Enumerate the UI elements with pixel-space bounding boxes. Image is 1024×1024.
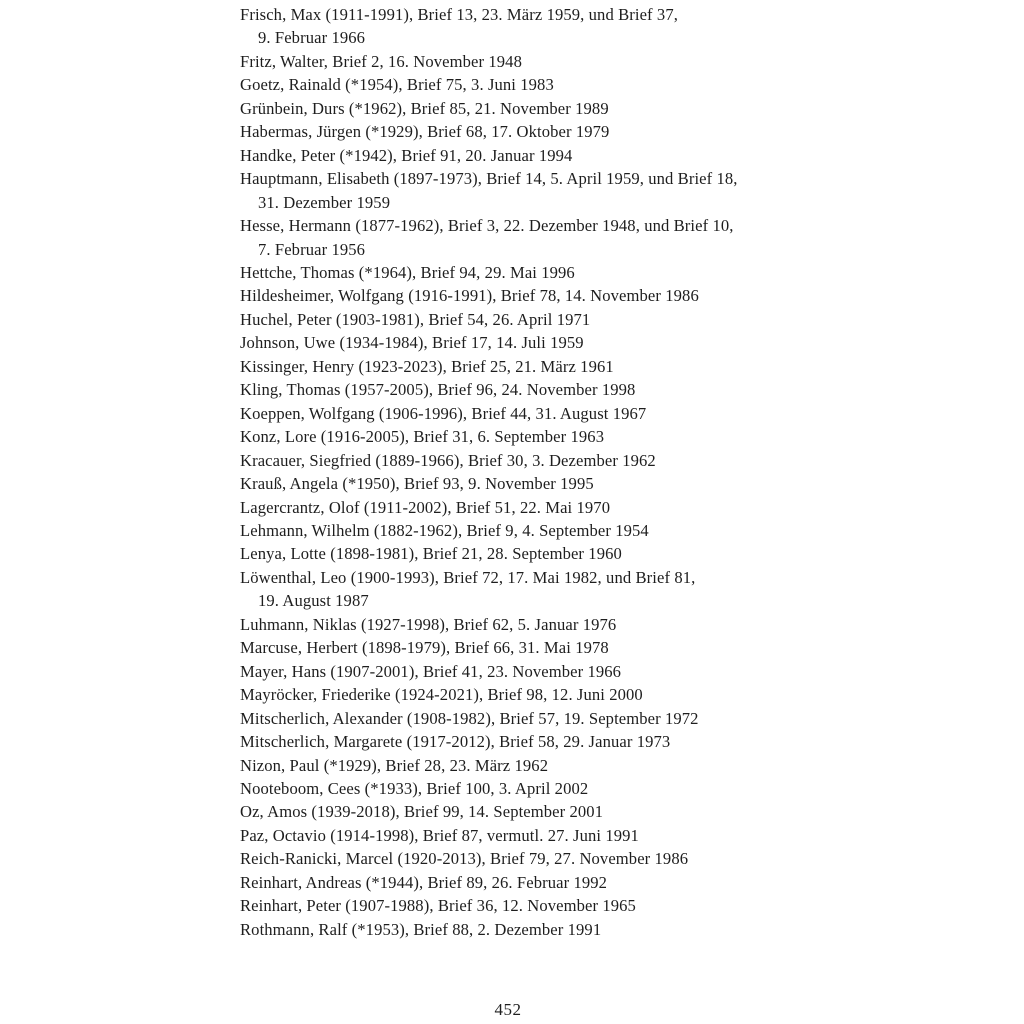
- index-entry-line: Goetz, Rainald (*1954), Brief 75, 3. Juni 1983: [240, 75, 554, 95]
- index-entry-line: Mayröcker, Friederike (1924-2021), Brief 98, 12. Juni 2000: [240, 685, 643, 705]
- index-entry-line: Löwenthal, Leo (1900-1993), Brief 72, 17. Mai 1982, und Brief 81,: [240, 567, 696, 587]
- index-entry-line: Paz, Octavio (1914-1998), Brief 87, vermutl. 27. Juni 1991: [240, 825, 639, 845]
- index-entry-line: Mitscherlich, Margarete (1917-2012), Brief 58, 29. Januar 1973: [240, 732, 671, 752]
- index-entry-line: Kracauer, Siegfried (1889-1966), Brief 30, 3. Dezember 1962: [240, 450, 656, 470]
- page-number: 452: [494, 1000, 522, 1019]
- index-entry-line: Hauptmann, Elisabeth (1897-1973), Brief 14, 5. April 1959, und Brief 18,: [240, 169, 738, 189]
- index-entry-line: Reich-Ranicki, Marcel (1920-2013), Brief 79, 27. November 1986: [240, 849, 689, 869]
- index-entry-continuation-line: 19. August 1987: [258, 591, 369, 611]
- index-entry-line: Kling, Thomas (1957-2005), Brief 96, 24. November 1998: [240, 380, 636, 400]
- index-entry-line: Lagercrantz, Olof (1911-2002), Brief 51, 22. Mai 1970: [240, 497, 611, 517]
- index-entry-line: Koeppen, Wolfgang (1906-1996), Brief 44, 31. August 1967: [240, 403, 647, 423]
- index-entry-continuation-line: 9. Februar 1966: [258, 28, 366, 48]
- index-entry-line: Mayer, Hans (1907-2001), Brief 41, 23. November 1966: [240, 661, 622, 681]
- index-entry-line: Lehmann, Wilhelm (1882-1962), Brief 9, 4. September 1954: [240, 520, 649, 540]
- index-entry-line: Lenya, Lotte (1898-1981), Brief 21, 28. September 1960: [240, 544, 622, 564]
- name-index-list: [240, 3, 960, 941]
- index-entry-line: Konz, Lore (1916-2005), Brief 31, 6. September 1963: [240, 427, 605, 447]
- index-entry-line: Nizon, Paul (*1929), Brief 28, 23. März 1962: [240, 755, 549, 775]
- index-entry-line: Handke, Peter (*1942), Brief 91, 20. Januar 1994: [240, 145, 573, 165]
- index-entry-line: Grünbein, Durs (*1962), Brief 85, 21. November 1989: [240, 98, 609, 118]
- index-entry-line: Kissinger, Henry (1923-2023), Brief 25, 21. März 1961: [240, 356, 614, 376]
- index-entry-line: Mitscherlich, Alexander (1908-1982), Brief 57, 19. September 1972: [240, 708, 699, 728]
- index-entry-line: Huchel, Peter (1903-1981), Brief 54, 26. April 1971: [240, 309, 591, 329]
- index-entry-line: Reinhart, Peter (1907-1988), Brief 36, 12. November 1965: [240, 896, 636, 916]
- index-entry-line: Rothmann, Ralf (*1953), Brief 88, 2. Dezember 1991: [240, 919, 602, 939]
- index-entry-line: Johnson, Uwe (1934-1984), Brief 17, 14. Juli 1959: [240, 333, 584, 353]
- index-entry-line: Hesse, Hermann (1877-1962), Brief 3, 22. Dezember 1948, und Brief 10,: [240, 216, 734, 236]
- index-entry-line: Frisch, Max (1911-1991), Brief 13, 23. März 1959, und Brief 37,: [240, 5, 678, 24]
- index-entry-line: Hettche, Thomas (*1964), Brief 94, 29. Mai 1996: [240, 262, 575, 282]
- index-entry-continuation-line: 31. Dezember 1959: [258, 192, 391, 212]
- index-entry-line: Habermas, Jürgen (*1929), Brief 68, 17. Oktober 1979: [240, 122, 610, 142]
- index-entry-line: Hildesheimer, Wolfgang (1916-1991), Brief 78, 14. November 1986: [240, 286, 699, 306]
- index-entry-line: Marcuse, Herbert (1898-1979), Brief 66, 31. Mai 1978: [240, 638, 609, 658]
- index-entry-continuation-line: 7. Februar 1956: [258, 239, 366, 259]
- index-entry-line: Reinhart, Andreas (*1944), Brief 89, 26. Februar 1992: [240, 872, 608, 892]
- index-entry-line: Luhmann, Niklas (1927-1998), Brief 62, 5. Januar 1976: [240, 614, 617, 634]
- index-entry-line: Nooteboom, Cees (*1933), Brief 100, 3. April 2002: [240, 778, 589, 798]
- index-entry-line: Fritz, Walter, Brief 2, 16. November 1948: [240, 51, 522, 71]
- index-entry-line: Krauß, Angela (*1950), Brief 93, 9. November 1995: [240, 474, 594, 494]
- index-entry-line: Oz, Amos (1939-2018), Brief 99, 14. September 2001: [240, 802, 604, 822]
